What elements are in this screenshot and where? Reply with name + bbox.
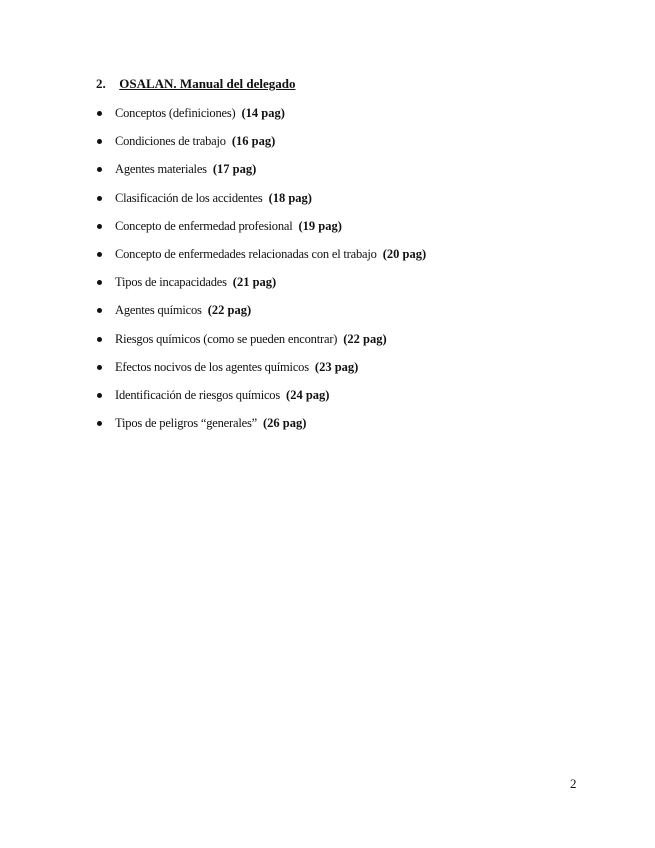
item-page-ref: (16 pag): [231, 134, 276, 149]
bullet-icon: [97, 337, 102, 342]
item-text: Riesgos químicos (como se pueden encontrar): [115, 331, 338, 346]
list-item: [97, 330, 426, 358]
list-item: [97, 301, 426, 329]
item-text: Tipos de incapacidades: [115, 275, 227, 290]
item-text: Condiciones de trabajo: [115, 134, 226, 149]
bullet-icon: [97, 196, 102, 201]
list-item: [97, 273, 426, 301]
bullet-icon: [97, 252, 102, 257]
item-text: Concepto de enfermedades relacionadas con el trabajo: [115, 246, 377, 261]
item-page-ref: (23 pag): [314, 359, 359, 374]
page-number: 2: [570, 776, 577, 791]
item-text: Efectos nocivos de los agentes químicos: [115, 359, 309, 374]
section-heading: [96, 76, 296, 92]
list-item: [97, 217, 426, 245]
list-item: [97, 104, 426, 132]
topic-list: [97, 104, 426, 442]
bullet-icon: [97, 167, 102, 172]
item-text: Agentes químicos: [115, 303, 202, 318]
list-item: [97, 414, 426, 442]
item-page-ref: (20 pag): [382, 246, 427, 261]
item-page-ref: (18 pag): [268, 190, 312, 205]
list-item: [97, 189, 426, 217]
item-page-ref: (19 pag): [298, 218, 342, 233]
item-text: Identificación de riesgos químicos: [115, 387, 281, 402]
section-number: 2.: [96, 76, 106, 91]
item-page-ref: (24 pag): [286, 387, 330, 402]
bullet-icon: [97, 224, 102, 229]
item-text: Conceptos (definiciones): [115, 106, 236, 120]
item-text: Agentes materiales: [115, 162, 207, 177]
bullet-icon: [97, 365, 102, 370]
item-text: Clasificación de los accidentes: [115, 190, 263, 205]
bullet-icon: [97, 139, 102, 144]
item-page-ref: (21 pag): [232, 275, 277, 290]
bullet-icon: [97, 308, 102, 313]
item-page-ref: (14 pag): [241, 106, 285, 120]
item-text: Tipos de peligros “generales”: [115, 416, 257, 431]
bullet-icon: [97, 111, 102, 116]
list-item: [97, 358, 426, 386]
item-page-ref: (22 pag): [343, 331, 387, 346]
section-title: OSALAN. Manual del delegado: [119, 76, 296, 91]
item-page-ref: (26 pag): [262, 416, 307, 431]
item-text: Concepto de enfermedad profesional: [115, 218, 293, 233]
bullet-icon: [97, 421, 102, 426]
list-item: [97, 132, 426, 160]
item-page-ref: (22 pag): [207, 303, 252, 318]
bullet-icon: [97, 393, 102, 398]
list-item: [97, 386, 426, 414]
list-item: [97, 245, 426, 273]
list-item: [97, 160, 426, 188]
bullet-icon: [97, 280, 102, 285]
item-page-ref: (17 pag): [212, 162, 257, 177]
